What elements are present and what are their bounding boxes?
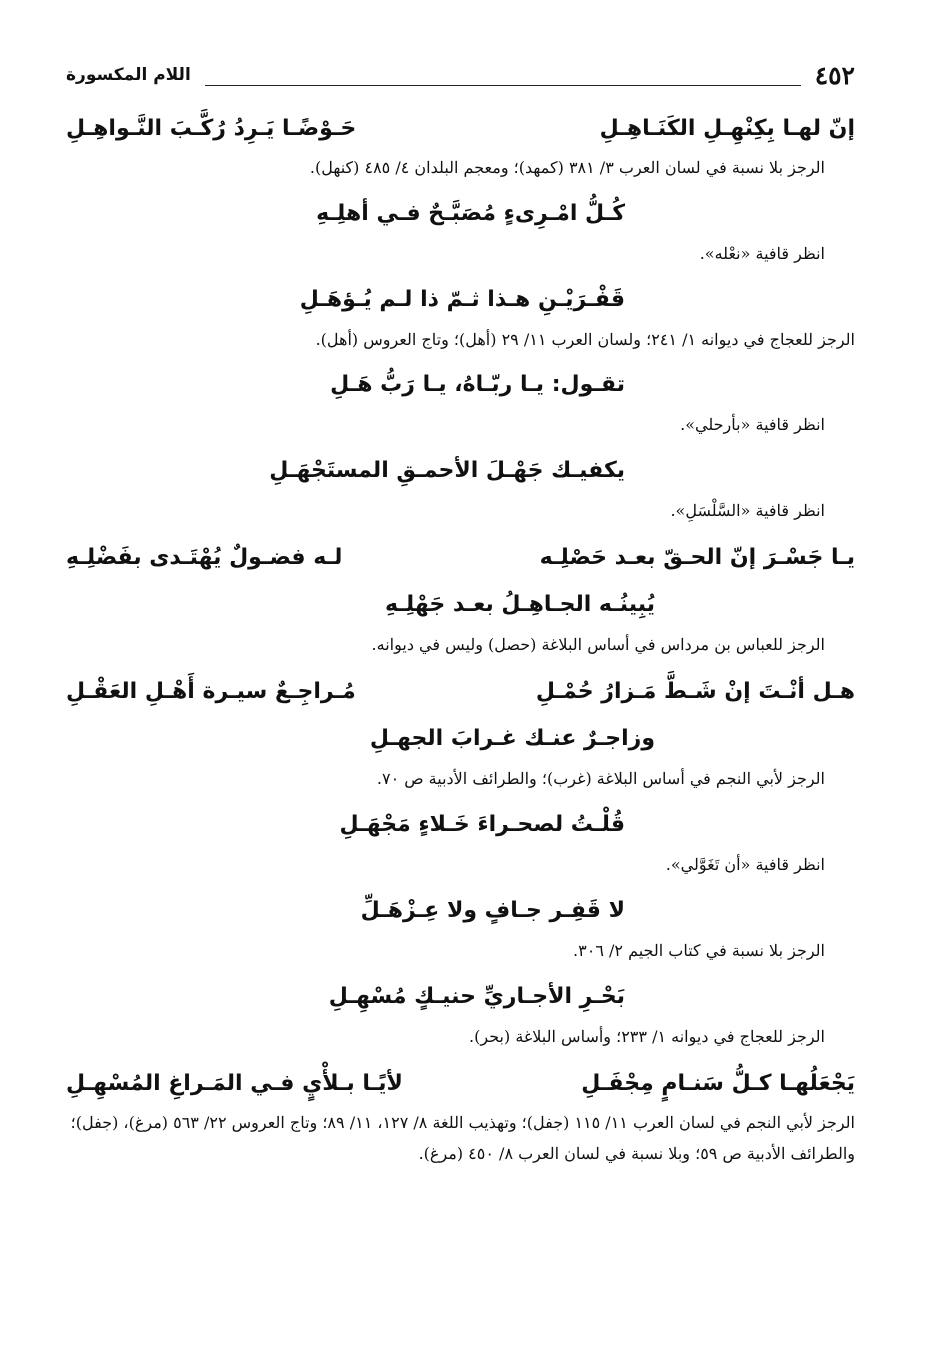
verse-line (66, 104, 855, 152)
page-header (66, 56, 855, 94)
verse-hemistich-first: هـل أنْـتَ إنْ شَـطَّ مَـزارُ حُمْـلِ (535, 678, 855, 704)
verse-line: يكفيـك جَهْـلَ الأحمـقِ المستَجْهَـلِ (269, 458, 625, 483)
verse-line: تقـول: يـا ربّـاهُ، يـا رَبُّ هَـلِ (330, 372, 625, 397)
footnote: الرجز للعجاج في ديوانه ١/ ٢٤١؛ ولسان العرب ١١/ ٢٩ (أهل)؛ وتاج العروس (أهل). (315, 330, 855, 349)
footnote: انظر قافية «السَّلْسَلِ». (670, 501, 825, 520)
verse-hemistich-first: إنّ لهـا بِكِنْهِـلِ الكَنَـاهِـلِ (599, 115, 855, 141)
verse-line: لا قَفِـر جـافٍ ولا عِـزْهَـلِّ (360, 898, 625, 923)
verse-hemistich-first: يَجْعَلُهـا كـلُّ سَنـامٍ مِجْفَـلِ (581, 1070, 855, 1096)
header-rule (205, 85, 801, 86)
page-number: ٤٥٢ (814, 60, 855, 90)
footnote: انظر قافية «نعْله». (699, 244, 825, 263)
verse-hemistich-second: لأيًـا بـلأْيٍ فـي المَـراغِ المُسْهِـلِ (66, 1070, 403, 1096)
verse-line: بَحْـرِ الأجـاريِّ حنيـكٍ مُسْهِـلِ (328, 984, 625, 1009)
footnote: الرجز للعباس بن مرداس في أساس البلاغة (حصل) وليس في ديوانه. (371, 635, 825, 654)
verse-line: قَفْـرَيْـنِ هـذا ثـمّ ذا لـم يُـؤهَـلِ (299, 287, 625, 312)
verse-hemistich-second: لـه فضـولٌ يُهْتَـدى بفَضْلِـهِ (66, 544, 343, 570)
footnote: الرجز لأبي النجم في لسان العرب ١١/ ١١٥ (جفل)؛ وتهذيب اللغة ٨/ ١٢٧، ١١/ ٨٩؛ وتاج العروس ٢٢/ ٥٦٣ (مرغ)، (جفل)؛ والطرائف الأدبية ص ٥٩؛ وبلا نسبة في لسان العرب ٨/ ٤٥٠ (مرغ). (70, 1113, 855, 1163)
verse-line (66, 667, 855, 715)
footnote: انظر قافية «بأرحلي». (680, 415, 825, 434)
verse-line: قُلْـتُ لصحـراءَ خَـلاءٍ مَجْهَـلِ (339, 812, 625, 837)
verse-hemistich-second: مُـراجِـعٌ سيـرة أَهْـلِ العَقْـلِ (66, 678, 356, 704)
verse-line-continuation: يُبِينُـه الجـاهِـلُ بعـد جَهْلِـهِ (384, 592, 655, 617)
verse-line: كُـلُّ امْـرِىءٍ مُصَبَّـحٌ فـي أهلِـهِ (316, 201, 625, 226)
verse-line (66, 1059, 855, 1107)
footnote: الرجز بلا نسبة في لسان العرب ٣/ ٣٨١ (كمهد)؛ ومعجم البلدان ٤/ ٤٨٥ (كنهل). (309, 158, 825, 177)
verse-line (66, 533, 855, 581)
verse-hemistich-first: يـا جَسْـرَ إنّ الحـقّ بعـد حَصْلِـه (539, 544, 855, 570)
content-body (66, 104, 855, 1175)
footnote: الرجز للعجاج في ديوانه ١/ ٢٣٣؛ وأساس البلاغة (بحر). (469, 1027, 825, 1046)
footnote: انظر قافية «أن تَغَوَّلي». (665, 855, 825, 874)
verse-line-continuation: وزاجـرٌ عنـك غـرابَ الجهـلِ (369, 726, 655, 751)
footnote: الرجز بلا نسبة في كتاب الجيم ٢/ ٣٠٦. (573, 941, 825, 960)
running-title: اللام المكسورة (66, 65, 191, 85)
footnote: الرجز لأبي النجم في أساس البلاغة (غرب)؛ والطرائف الأدبية ص ٧٠. (376, 769, 825, 788)
verse-hemistich-second: حَـوْضًـا يَـرِدُ رُكَّـبَ النَّـواهِـلِ (66, 115, 357, 141)
